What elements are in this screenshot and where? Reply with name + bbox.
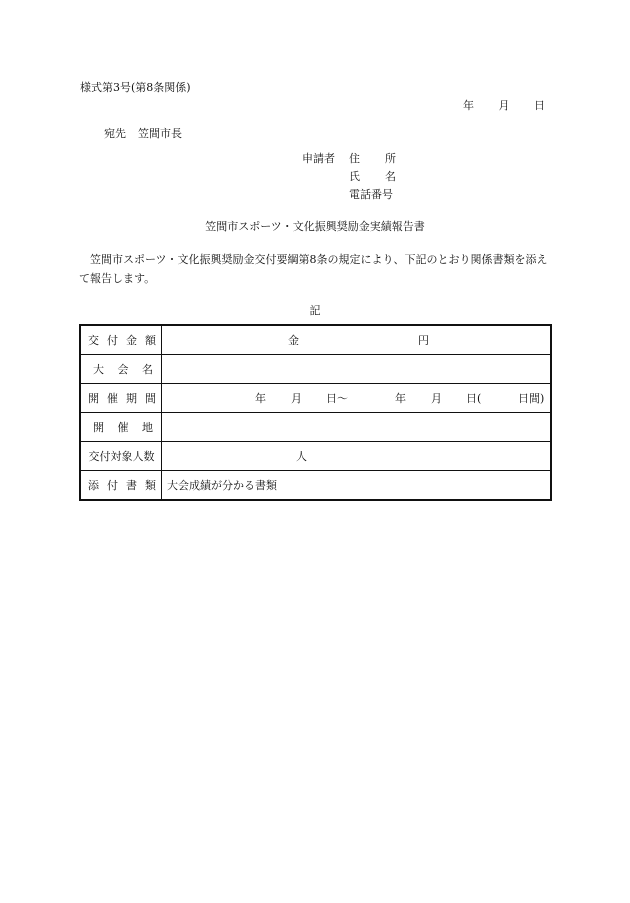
name-label-char: 氏: [349, 170, 360, 183]
amount-label: [80, 325, 162, 355]
applicant-address-row: [302, 153, 396, 164]
address-label-char: 所: [385, 152, 396, 165]
label-char: 添: [88, 478, 99, 492]
name-label-char: 名: [385, 170, 396, 183]
label-char: 額: [145, 333, 156, 347]
period-end-day: 日(: [466, 392, 482, 405]
label-char: 付: [107, 478, 118, 492]
label-char: 類: [145, 478, 156, 492]
period-start-day: 日～: [326, 392, 348, 405]
label-char: 大: [93, 362, 104, 376]
applicant-phone-row: [302, 189, 393, 200]
amount-value[interactable]: [162, 325, 552, 355]
amount-kin: 金: [288, 334, 299, 347]
report-table: [79, 324, 552, 501]
table-row-period: [80, 384, 551, 413]
addressee-label: 宛先: [104, 127, 126, 140]
label-char: 催: [117, 420, 129, 434]
applicant-name-row: [302, 171, 396, 182]
address-label-char: 住: [349, 152, 360, 165]
count-unit: 人: [296, 450, 307, 463]
amount-en: 円: [418, 334, 429, 347]
addressee-name: 笠間市長: [138, 127, 182, 140]
period-end-month: 月: [431, 392, 442, 405]
period-days: 日間): [518, 392, 545, 405]
period-end-year: 年: [395, 392, 406, 405]
label-char: 交: [88, 333, 99, 347]
form-number: 様式第3号(第8条関係): [80, 81, 191, 94]
applicant-phone-label: 電話番号: [349, 188, 393, 201]
table-row-venue: [80, 413, 551, 442]
date-line: [463, 100, 545, 111]
ki-heading: 記: [309, 304, 321, 317]
label-char: 間: [145, 391, 156, 405]
table-row-docs: [80, 471, 551, 501]
label-char: 名: [142, 362, 153, 376]
docs-text: 大会成績が分かる書類: [167, 479, 277, 492]
count-value[interactable]: [162, 442, 552, 471]
addressee: [104, 128, 182, 139]
table-row-amount: [80, 325, 551, 355]
period-value[interactable]: [162, 384, 552, 413]
document-title: 笠間市スポーツ・文化振興奨励金実績報告書: [205, 220, 425, 233]
count-label-text: 交付対象人数: [88, 449, 155, 463]
venue-value[interactable]: [162, 413, 552, 442]
period-label: [80, 384, 162, 413]
label-char: 金: [126, 333, 137, 347]
period-start-month: 月: [291, 392, 302, 405]
date-year: 年: [463, 99, 474, 112]
label-char: 期: [126, 391, 137, 405]
label-char: 付: [107, 333, 118, 347]
date-month: 月: [498, 99, 510, 112]
label-char: 催: [107, 391, 118, 405]
count-label: [80, 442, 162, 471]
period-start-year: 年: [255, 392, 266, 405]
applicant-address-label: [349, 153, 396, 164]
venue-label: [80, 413, 162, 442]
tournament-label: [80, 355, 162, 384]
document-body: 笠間市スポーツ・文化振興奨励金交付要綱第8条の規定により、下記のとおり関係書類を添えて報告します。: [79, 253, 548, 285]
tournament-value[interactable]: [162, 355, 552, 384]
table-row-tournament: [80, 355, 551, 384]
label-char: 会: [117, 362, 129, 376]
label-char: 書: [126, 478, 137, 492]
applicant-role: 申請者: [302, 152, 335, 165]
label-char: 地: [142, 420, 153, 434]
docs-label: [80, 471, 162, 501]
label-char: 開: [88, 391, 99, 405]
docs-value[interactable]: [162, 471, 552, 501]
date-day: 日: [534, 99, 545, 112]
label-char: 開: [93, 420, 104, 434]
table-row-count: [80, 442, 551, 471]
applicant-name-label: [349, 171, 396, 182]
